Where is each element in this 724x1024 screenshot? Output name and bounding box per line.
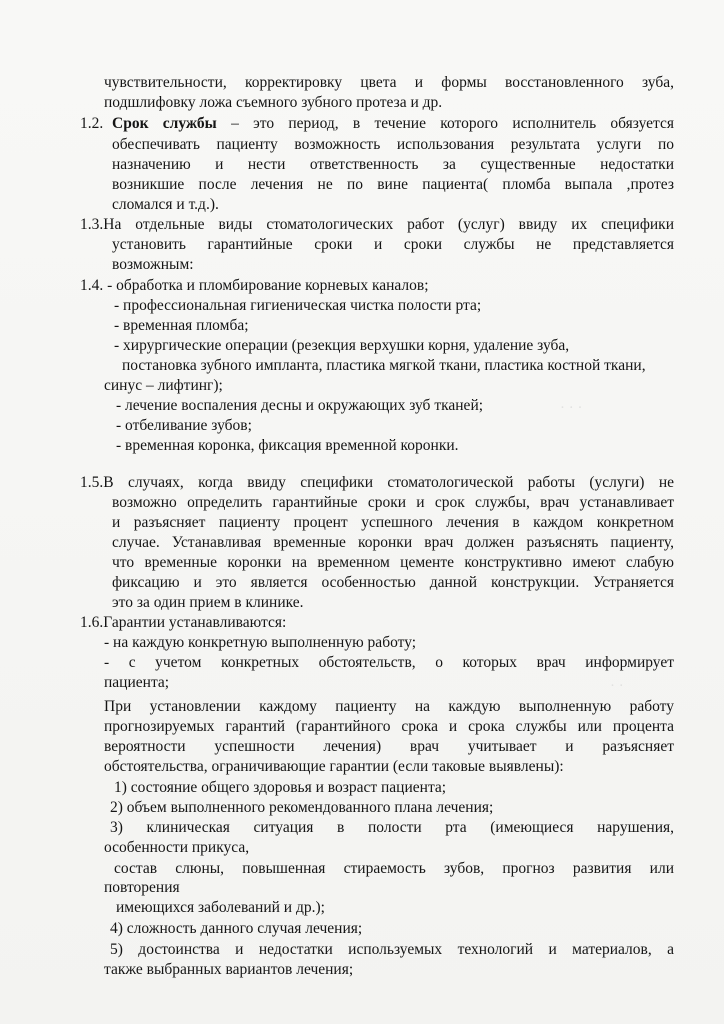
- definition-text: – это период, в течение которого исполнитель обязуется: [216, 115, 674, 132]
- bleed-through-mark: · · ·: [560, 400, 583, 416]
- list-item-continued: синус – лифтинг);: [104, 377, 223, 394]
- numbered-item: 4) сложность данного случая лечения;: [110, 920, 363, 937]
- numbered-item-continued: повторения: [104, 879, 180, 896]
- text-line: обеспечивать пациенту возможность использования результата услуги по: [112, 136, 674, 153]
- text-line: и разъясняет пациенту процент успешного лечения в каждом конкретном: [112, 514, 674, 531]
- text-line: возможным:: [112, 256, 194, 273]
- text-line: сломался и т.д.).: [112, 196, 219, 213]
- numbered-item-continued: имеющихся заболеваний и др.);: [116, 899, 325, 916]
- text-line: При установлении каждому пациенту на каждую выполненную работу: [104, 698, 674, 715]
- numbered-item: 1) состояние общего здоровья и возраст пациента;: [114, 779, 447, 796]
- numbered-item-continued: состав слюны, повышенная стираемость зубов, прогноз развития или: [114, 860, 674, 877]
- list-item: - временная пломба;: [114, 317, 249, 334]
- list-item: - на каждую конкретную выполненную работу;: [104, 634, 417, 651]
- numbered-item: 5) достоинства и недостатки используемых технологий и материалов, а: [110, 941, 674, 958]
- text-line: вероятности успешности лечения) врач учитывает и разъясняет: [104, 738, 674, 755]
- list-item: - временная коронка, фиксация временной коронки.: [116, 437, 459, 454]
- section-number: 1.2.: [80, 115, 104, 132]
- term-bold: Срок службы: [112, 115, 217, 132]
- list-item: - лечение воспаления десны и окружающих зуб тканей;: [116, 397, 484, 414]
- text-line: возможно определить гарантийные сроки и срок службы, врач устанавливает: [112, 494, 674, 511]
- list-item: - хирургические операции (резекция верхушки корня, удаление зуба,: [114, 337, 570, 354]
- text-line: чувствительности, корректировку цвета и формы восстановленного зуба,: [104, 74, 674, 91]
- text-line: фиксацию и это является особенностью данной конструкции. Устраняется: [112, 574, 674, 591]
- numbered-item: 2) объем выполненного рекомендованного плана лечения;: [110, 799, 494, 816]
- text-line: прогнозируемых гарантий (гарантийного срока и срока службы или процента: [104, 718, 674, 735]
- list-item-continued: постановка зубного импланта, пластика мягкой ткани, пластика костной ткани,: [122, 357, 646, 374]
- section-line: 1.3.На отдельные виды стоматологических работ (услуг) ввиду их специфики: [80, 216, 674, 233]
- text-line: назначению и нести ответственность за существенные недостатки: [112, 156, 674, 173]
- text-line: возникшие после лечения не по вине пациента( пломба выпала ,протез: [112, 176, 674, 193]
- numbered-item: 3) клиническая ситуация в полости рта (имеющиеся нарушения,: [110, 819, 674, 836]
- text-line: случае. Устанавливая временные коронки врач должен разъяснять пациенту,: [112, 534, 674, 551]
- section-line: 1.6.Гарантии устанавливаются:: [80, 614, 287, 631]
- text-line: обстоятельства, ограничивающие гарантии (если таковые выявлены):: [104, 758, 564, 775]
- section-line: 1.5.В случаях, когда ввиду специфики стоматологической работы (услуги) не: [80, 474, 674, 491]
- numbered-item-continued: также выбранных вариантов лечения;: [104, 961, 354, 978]
- text-line: что временные коронки на временном цементе конструктивно имеют слабую: [112, 554, 674, 571]
- list-item-continued: пациента;: [104, 674, 170, 691]
- list-item: - с учетом конкретных обстоятельств, о которых врач информирует: [104, 654, 674, 671]
- numbered-item-continued: особенности прикуса,: [104, 839, 250, 856]
- list-item: - отбеливание зубов;: [116, 417, 252, 434]
- definition-line: [112, 115, 674, 133]
- bleed-through-mark: · ·: [610, 678, 624, 694]
- text-line: подшлифовку ложа съемного зубного протеза и др.: [104, 94, 443, 111]
- section-line: 1.4. - обработка и пломбирование корневых каналов;: [80, 277, 429, 294]
- text-line: это за один прием в клинике.: [112, 594, 304, 611]
- list-item: - профессиональная гигиеническая чистка полости рта;: [114, 297, 482, 314]
- text-line: установить гарантийные сроки и сроки службы не представляется: [112, 236, 674, 253]
